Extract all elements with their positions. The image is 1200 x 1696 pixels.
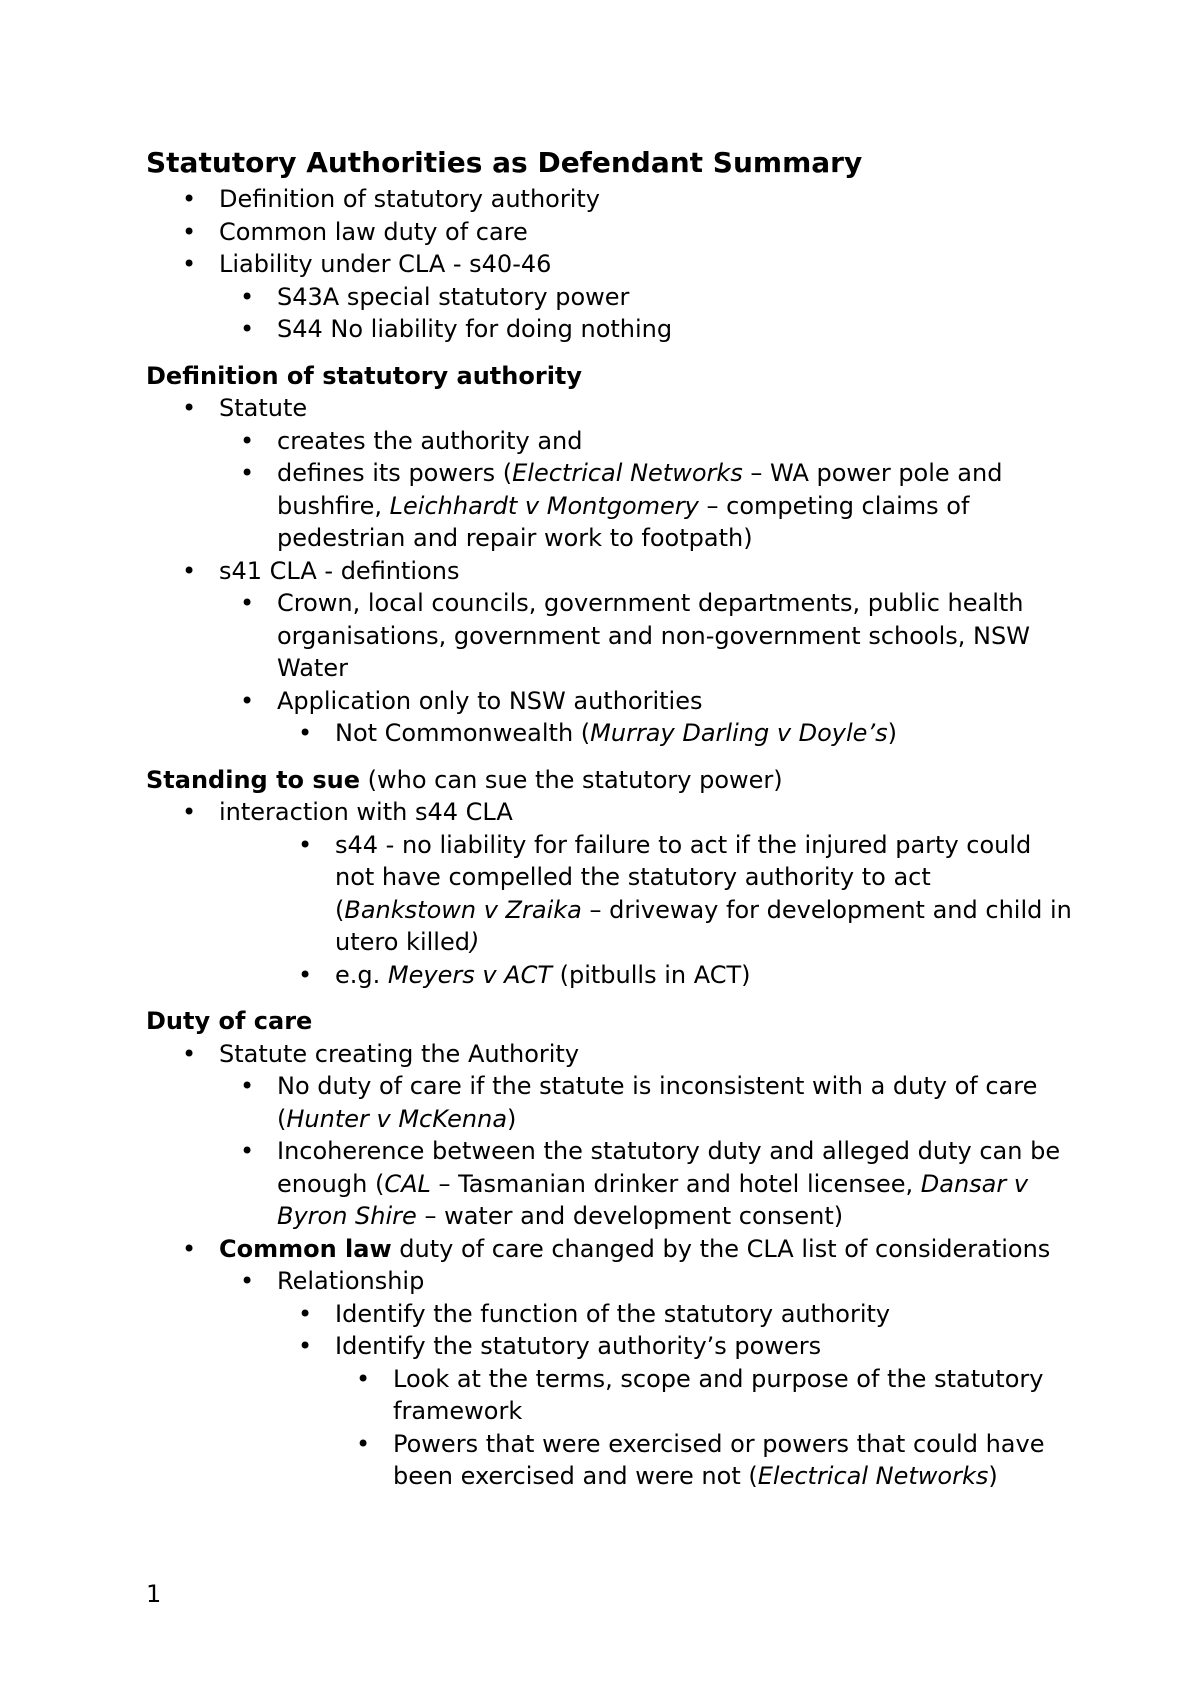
case-name: Electrical Networks [757, 1462, 989, 1490]
list-item: • Application only to NSW authorities [146, 685, 1076, 718]
bullet-icon: • [182, 798, 197, 826]
page-number: 1 [146, 1580, 162, 1608]
list-item: • No duty of care if the statute is inconsistent with a duty of care (Hunter v McKenna) [240, 1072, 1038, 1133]
list-item: • Incoherence between the statutory duty and alleged duty can be enough (CAL – Tasmanian drinker and hotel licensee, Dansar v Byron Shire – water and development consent) [240, 1137, 1061, 1230]
list-item: • Crown, local councils, government departments, public health organisations, government and non-government schools, NSW Water [240, 589, 1030, 682]
list-item: • Liability under CLA - s40-46 [146, 248, 1076, 281]
list-item: • Powers that were exercised or powers that could have been exercised and were not (Electrical Networks) [356, 1429, 1045, 1490]
document-body [146, 143, 1076, 1493]
list-item: • defines its powers (Electrical Networks – WA power pole and bushfire, Leichhardt v Montgomery – competing claims of pedestrian and repair work to footpath) [240, 459, 1003, 552]
section-heading-duty: Duty of care [146, 1007, 313, 1035]
list-item: • Look at the terms, scope and purpose of the statutory framework [356, 1364, 1044, 1425]
bullet-icon: • [240, 686, 255, 715]
list-item: • Relationship [146, 1265, 1076, 1298]
case-name: Murray Darling v Doyle’s [590, 719, 888, 747]
section-heading-definition: Definition of statutory authority [146, 361, 583, 390]
list-item: • S43A special statutory power [146, 281, 1076, 314]
list-item: • Common law duty of care changed by the CLA list of considerations [146, 1233, 1076, 1266]
bullet-icon: • [240, 1072, 255, 1100]
case-name: CAL [384, 1169, 431, 1198]
list-item: • S44 No liability for doing nothing [146, 313, 1076, 346]
section-heading-standing: Standing to sue (who can sue the statutory power) [146, 765, 783, 794]
list-item: • Statute [146, 392, 1076, 425]
bullet-icon: • [240, 1267, 255, 1295]
list-item: • e.g. Meyers v ACT (pitbulls in ACT) [146, 959, 1076, 992]
bullet-icon: • [182, 1039, 197, 1068]
bullet-icon: • [240, 1137, 255, 1165]
list-item: • s44 - no liability for failure to act if the injured party could not have compelled the statutory authority to act (Bankstown v Zraika – driveway for development and child in utero killed) [298, 830, 1072, 956]
bullet-icon: • [182, 250, 197, 278]
case-name: Bankstown v Zraika [344, 895, 582, 924]
bullet-icon: • [298, 960, 313, 989]
bullet-icon: • [298, 719, 313, 747]
bullet-icon: • [356, 1364, 371, 1393]
bullet-icon: • [356, 1429, 371, 1458]
bullet-icon: • [240, 459, 255, 487]
bullet-icon: • [240, 282, 255, 311]
bullet-icon: • [240, 426, 255, 455]
list-item: • Identify the function of the statutory authority [146, 1298, 1076, 1331]
list-item: • creates the authority and [146, 425, 1076, 458]
list-item: • interaction with s44 CLA [146, 796, 1076, 829]
bullet-icon: • [298, 1299, 313, 1328]
bullet-icon: • [182, 185, 197, 213]
bullet-icon: • [240, 315, 255, 343]
case-name: Dansar v Byron Shire [277, 1169, 1029, 1230]
bullet-icon: • [182, 556, 197, 585]
case-name: Meyers v ACT [387, 960, 552, 989]
list-item: • s41 CLA - defintions [146, 555, 1076, 588]
case-name: Electrical Networks [512, 459, 743, 487]
bullet-icon: • [298, 1332, 313, 1360]
case-name: Leichhardt v Montgomery [389, 491, 699, 520]
bullet-icon: • [298, 830, 313, 859]
case-name: Hunter v McKenna [286, 1104, 508, 1133]
bullet-icon: • [182, 394, 197, 422]
bullet-icon: • [182, 1234, 197, 1263]
bullet-icon: • [182, 217, 197, 246]
list-item: • Statute creating the Authority [146, 1038, 1076, 1071]
bullet-icon: • [240, 589, 255, 617]
page-title: Statutory Authorities as Defendant Summary [146, 146, 863, 179]
list-item: • Identify the statutory authority’s powers [146, 1330, 1076, 1363]
list-item: • Common law duty of care [146, 216, 1076, 249]
list-item: • Definition of statutory authority [146, 183, 1076, 216]
list-item: • Not Commonwealth (Murray Darling v Doyle’s) [146, 717, 1076, 750]
